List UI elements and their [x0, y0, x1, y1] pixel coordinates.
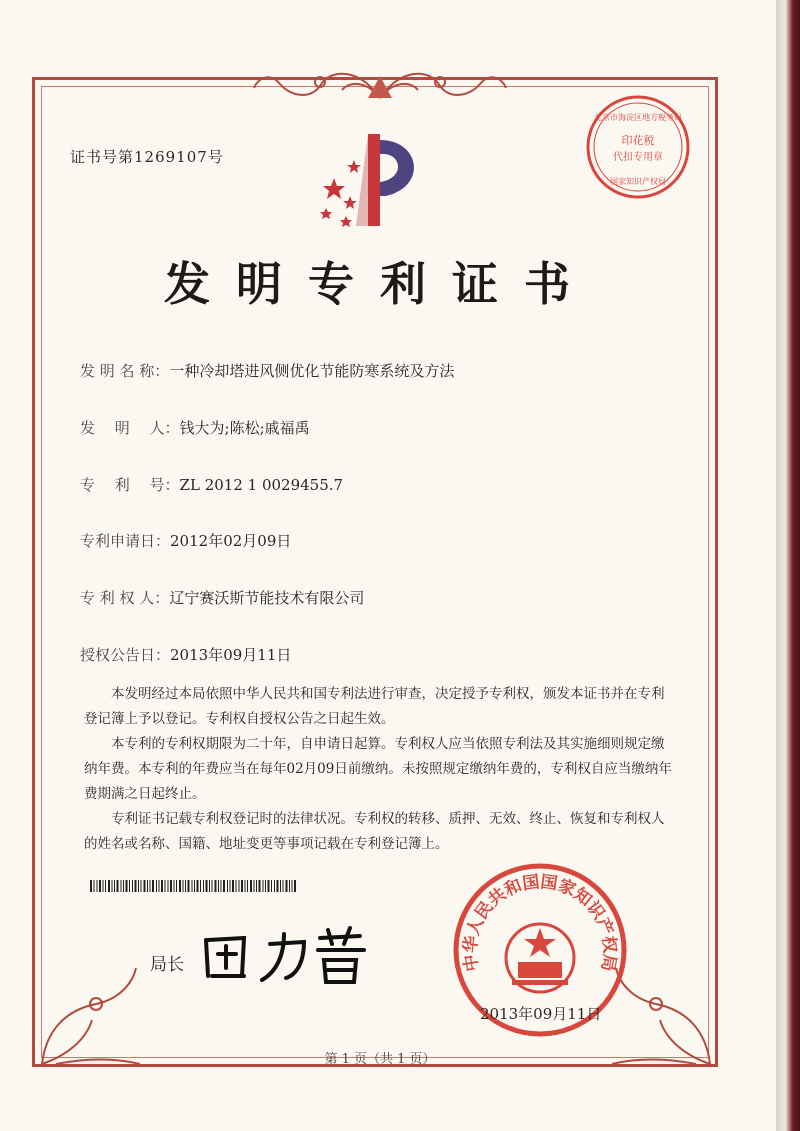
field-label: 专利申请日： [80, 532, 171, 550]
field-value: 2013年09月11日 [170, 646, 292, 664]
seal-date: 2013年09月11日 [480, 1005, 602, 1023]
field-value: 一种冷却塔进风侧优化节能防寒系统及方法 [169, 362, 455, 380]
tax-stamp-bottom-text: 国家知识产权局 [610, 177, 666, 186]
tax-stamp [583, 92, 693, 202]
body-paragraph: 专利证书记载专利权登记时的法律状况。专利权的转移、质押、无效、终止、恢复和专利权人的姓名或名称、国籍、地址变更等事项记载在专利登记簿上。 [84, 811, 665, 852]
field-label: 专 利 号： [80, 476, 180, 494]
field-label: 发 明 名 称： [80, 362, 170, 380]
body-paragraph: 本发明经过本局依照中华人民共和国专利法进行审查，决定授予专利权，颁发本证书并在专利登记簿上予以登记。专利权自授权公告之日起生效。 [84, 686, 665, 727]
tax-stamp-center2: 代扣专用章 [613, 152, 663, 163]
certificate-number: 证书号第1269107号 [70, 148, 224, 166]
field-value: ZL 2012 1 0029455.7 [179, 476, 344, 494]
field-application-date [80, 530, 291, 551]
binding-edge [776, 0, 800, 1131]
field-patent-number [80, 474, 343, 495]
certificate-title: 发明专利证书 [164, 257, 596, 311]
field-value: 辽宁赛沃斯节能技术有限公司 [169, 589, 365, 607]
director-signature [200, 920, 370, 990]
director-label: 局长 [150, 955, 184, 975]
field-value: 钱大为;陈松;戚福禹 [179, 419, 310, 437]
tax-stamp-top-text: 北京市海淀区地方税务局 [594, 113, 682, 122]
field-patentee [80, 587, 364, 608]
tax-stamp-center: 印花税 [621, 134, 655, 147]
certificate-body [84, 682, 674, 857]
field-inventors [80, 417, 310, 438]
field-label: 专 利 权 人： [80, 589, 170, 607]
national-emblem-icon [506, 924, 574, 992]
cnipa-logo [310, 126, 440, 236]
page-footer: 第 1 页（共 1 页） [324, 1052, 436, 1067]
field-value: 2012年02月09日 [170, 532, 292, 550]
seal-text: 中华人民共和国国家知识产权局 [460, 872, 620, 973]
barcode [90, 880, 300, 892]
field-label: 授权公告日： [80, 646, 171, 664]
field-grant-date [80, 644, 291, 665]
top-ornament [250, 58, 510, 108]
field-label: 发 明 人： [80, 419, 180, 437]
body-paragraph: 本专利的专利权期限为二十年，自申请日起算。专利权人应当依照专利法及其实施细则规定缴纳年费。本专利的年费应当在每年02月09日前缴纳。未按照规定缴纳年费的，专利权自应当缴纳年费期满之日起终止。 [84, 736, 672, 802]
field-invention-name [80, 360, 454, 381]
